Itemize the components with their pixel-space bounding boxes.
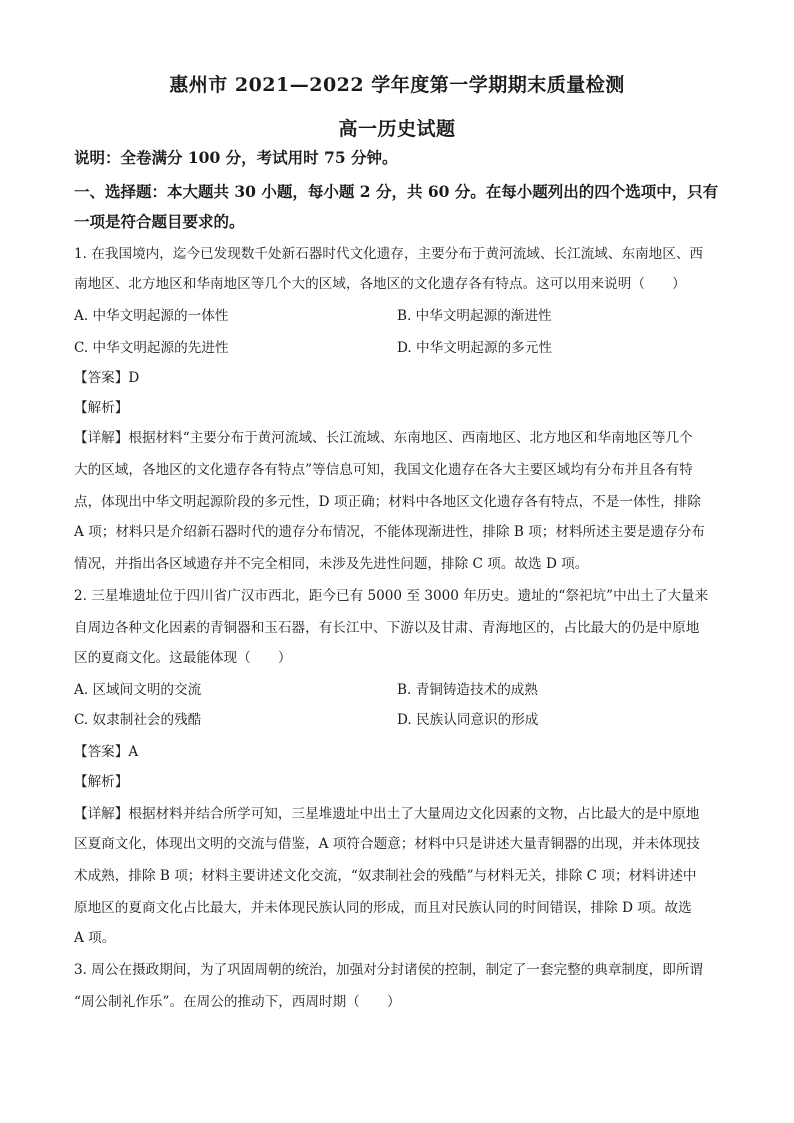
page-subtitle: 高一历史试题 bbox=[338, 118, 456, 140]
q2-stem-line-1: 2. 三星堆遗址位于四川省广汉市西北，距今已有 5000 至 3000 年历史。遗址的“祭祀坑”中出土了大量来 bbox=[74, 588, 709, 604]
q2-detail-line-2: 区夏商文化，体现出文明的交流与借鉴，A 项符合题意；材料中只是讲述大量青铜器的出现，并未体现技 bbox=[74, 836, 700, 852]
q2-detail-line-5: A 项。 bbox=[74, 930, 116, 946]
q2-option-d: D. 民族认同意识的形成 bbox=[397, 712, 539, 728]
q1-detail-line-4: A 项；材料只是介绍新石器时代的遗存分布情况，不能体现渐进性，排除 B 项；材料所述主要是遗存分布 bbox=[74, 524, 705, 540]
exam-note: 说明：全卷满分 100 分，考试用时 75 分钟。 bbox=[74, 148, 398, 167]
q2-option-b: B. 青铜铸造技术的成熟 bbox=[397, 682, 538, 698]
q2-stem-line-2: 自周边各种文化因素的青铜器和玉石器，有长江中、下游以及甘肃、青海地区的，占比最大的仍是中原地 bbox=[74, 620, 700, 636]
q1-option-b: B. 中华文明起源的渐进性 bbox=[397, 308, 552, 324]
q1-stem-line-2: 南地区、北方地区和华南地区等几个大的区域，各地区的文化遗存各有特点。这可以用来说明（ ） bbox=[74, 276, 686, 292]
q2-option-a: A. 区域间文明的交流 bbox=[74, 682, 202, 698]
section-heading-line-2: 一项是符合题目要求的。 bbox=[74, 212, 245, 231]
q2-detail-line-4: 原地区的夏商文化占比最大，并未体现民族认同的形成，而且对民族认同的时间错误，排除 D 项。故选 bbox=[74, 900, 692, 916]
q2-detail-line-3: 术成熟，排除 B 项；材料主要讲述文化交流，“奴隶制社会的残酷”与材料无关，排除 C 项；材料讲述中 bbox=[74, 868, 697, 884]
q1-analysis-label: 【解析】 bbox=[74, 400, 129, 416]
q1-detail-line-1: 【详解】根据材料“主要分布于黄河流域、长江流域、东南地区、西南地区、北方地区和华南地区等几个 bbox=[74, 430, 693, 446]
q2-option-c: C. 奴隶制社会的残酷 bbox=[74, 712, 202, 728]
q3-stem-line-1: 3. 周公在摄政期间，为了巩固周朝的统治，加强对分封诸侯的控制，制定了一套完整的典章制度，即所谓 bbox=[74, 962, 704, 978]
q2-detail-line-1: 【详解】根据材料并结合所学可知，三星堆遗址中出土了大量周边文化因素的文物，占比最大的是中原地 bbox=[74, 806, 700, 822]
q1-option-d: D. 中华文明起源的多元性 bbox=[397, 340, 552, 356]
q1-answer: 【答案】D bbox=[74, 370, 140, 386]
q1-detail-line-5: 情况，并指出各区域遗存并不完全相同，未涉及先进性问题，排除 C 项。故选 D 项。 bbox=[74, 556, 589, 572]
q2-stem-line-3: 区的夏商文化。这最能体现（ ） bbox=[74, 650, 292, 666]
section-heading-line-1: 一、选择题：本大题共 30 小题，每小题 2 分，共 60 分。在每小题列出的四个选项中，只有 bbox=[74, 182, 719, 201]
q1-detail-line-3: 点，体现出中华文明起源阶段的多元性，D 项正确；材料中各地区文化遗存各有特点，不是一体性，排除 bbox=[74, 494, 701, 510]
q1-option-c: C. 中华文明起源的先进性 bbox=[74, 340, 229, 356]
q2-analysis-label: 【解析】 bbox=[74, 774, 129, 790]
page-title: 惠州市 2021—2022 学年度第一学期期末质量检测 bbox=[169, 74, 625, 96]
q1-detail-line-2: 大的区域，各地区的文化遗存各有特点”等信息可知，我国文化遗存在各大主要区域均有分布并且各有特 bbox=[74, 462, 693, 478]
q3-stem-line-2: “周公制礼作乐”。在周公的推动下，西周时期（ ） bbox=[74, 994, 401, 1010]
q1-option-a: A. 中华文明起源的一体性 bbox=[74, 308, 229, 324]
q2-answer: 【答案】A bbox=[74, 744, 139, 760]
q1-stem-line-1: 1. 在我国境内，迄今已发现数千处新石器时代文化遗存，主要分布于黄河流域、长江流域、东南地区、西 bbox=[74, 246, 704, 262]
